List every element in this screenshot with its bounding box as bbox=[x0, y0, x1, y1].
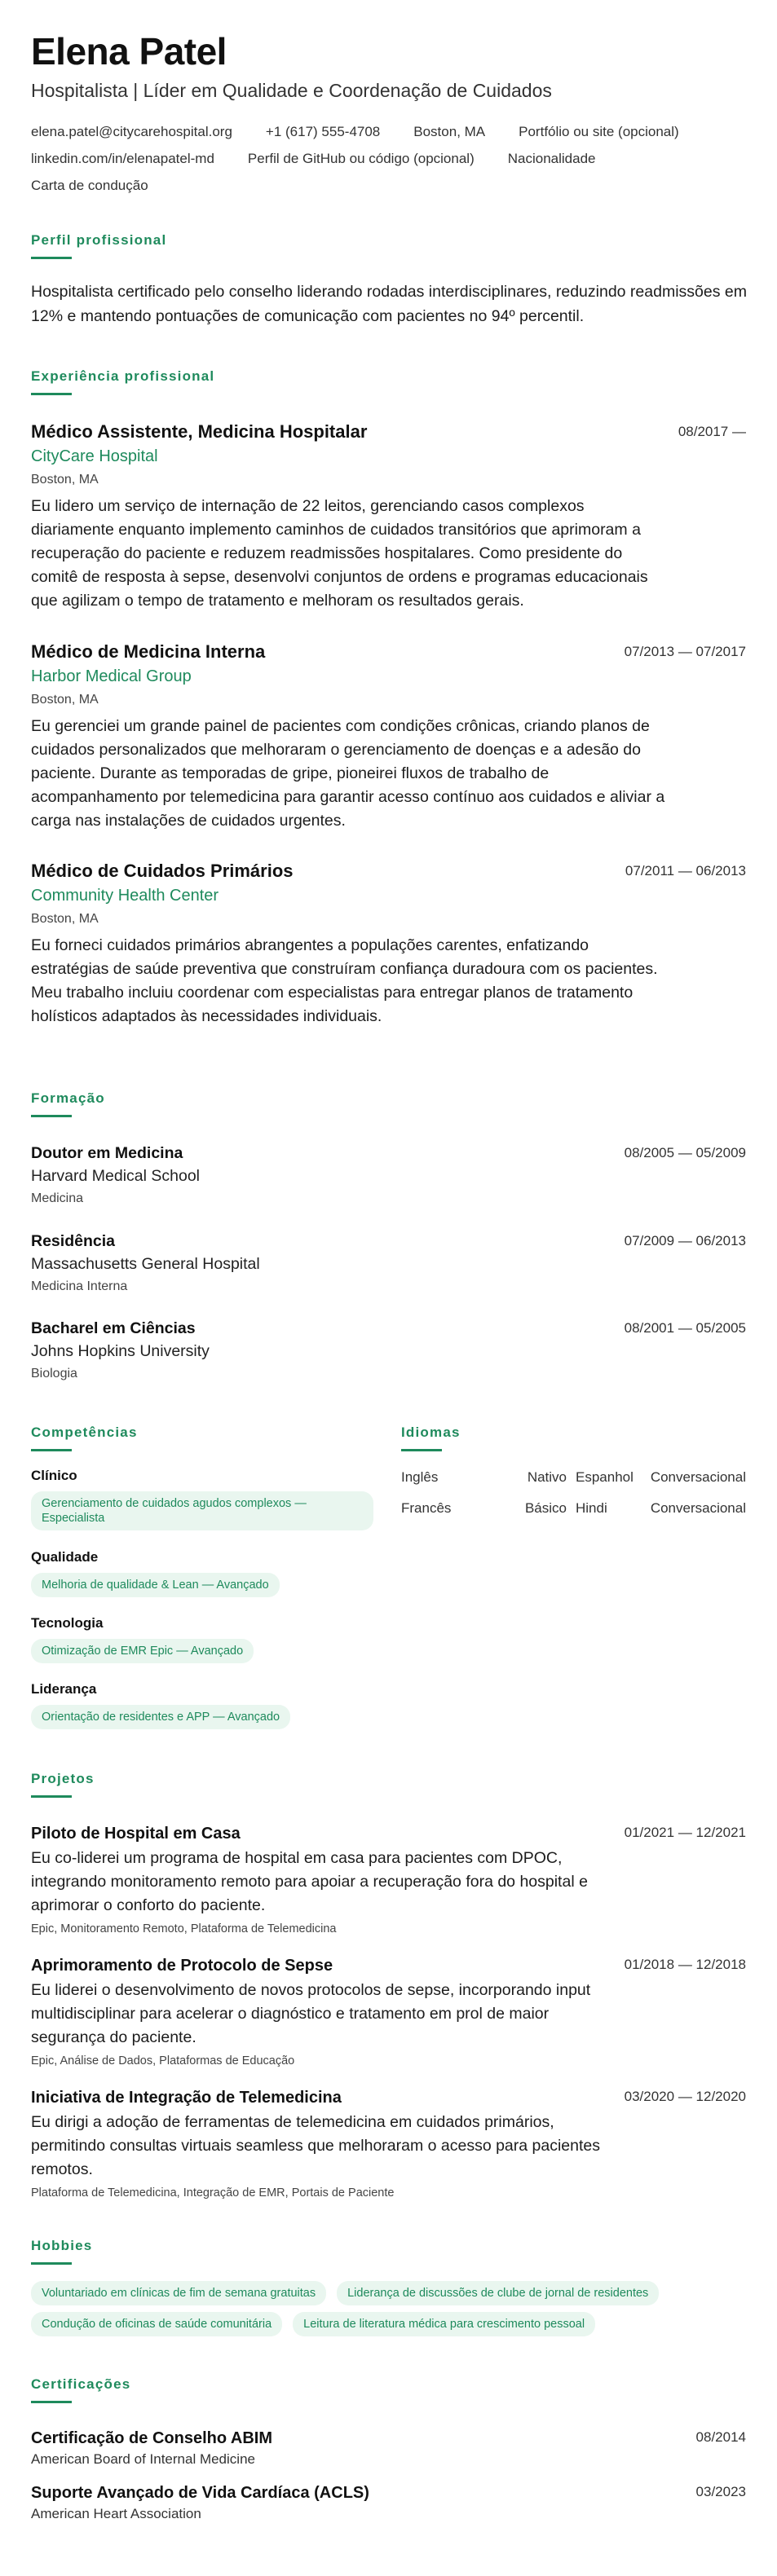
experience-item bbox=[31, 421, 746, 613]
education-field: Medicina Interna bbox=[31, 1279, 128, 1293]
education-item bbox=[31, 1231, 746, 1295]
language-level: Conversacional bbox=[650, 1500, 746, 1516]
hobby-chip-list bbox=[31, 2281, 746, 2336]
education-degree: Doutor em Medicina bbox=[31, 1144, 183, 1162]
hobby-chip: Leitura de literatura médica para crescimento pessoal bbox=[293, 2312, 595, 2336]
language-level: Nativo bbox=[527, 1469, 567, 1485]
resume-header bbox=[31, 29, 746, 193]
certification-item bbox=[31, 2482, 746, 2522]
contact-driving-license: Carta de condução bbox=[31, 178, 148, 193]
language-name: Espanhol bbox=[576, 1469, 634, 1485]
hobbies-heading: Hobbies bbox=[31, 2238, 93, 2253]
education-section bbox=[31, 1090, 105, 1117]
skill-group bbox=[31, 1615, 254, 1663]
certifications-heading: Certificações bbox=[31, 2376, 131, 2392]
certification-issuer: American Heart Association bbox=[31, 2506, 201, 2521]
projects-heading: Projetos bbox=[31, 1771, 95, 1786]
experience-heading: Experiência profissional bbox=[31, 368, 215, 384]
project-description: Eu co-liderei um programa de hospital em casa para pacientes com DPOC, integrando monitoramento remoto para apoiar a recuperação fora do hospital e aprimorar o conforto do paciente. bbox=[31, 1849, 588, 1914]
summary-heading-rule bbox=[31, 257, 72, 259]
project-dates: 03/2020 — 12/2020 bbox=[624, 2089, 746, 2104]
language-level: Básico bbox=[524, 1500, 567, 1516]
education-dates: 08/2005 — 05/2009 bbox=[624, 1145, 746, 1160]
summary-text: Hospitalista certificado pelo conselho liderando rodadas interdisciplinares, reduzindo readmissões em 12% e mantendo pontuações de comunicação com pacientes no 94º percentil. bbox=[31, 283, 747, 325]
experience-item bbox=[31, 641, 746, 833]
certification-name: Suporte Avançado de Vida Cardíaca (ACLS) bbox=[31, 2484, 369, 2502]
language-name: Inglês bbox=[401, 1469, 439, 1485]
project-technologies: Plataforma de Telemedicina, Integração de EMR, Portais de Paciente bbox=[31, 2186, 395, 2200]
skill-category: Tecnologia bbox=[31, 1615, 104, 1631]
contact-nationality: Nacionalidade bbox=[507, 151, 596, 166]
education-field: Biologia bbox=[31, 1367, 77, 1380]
projects-heading-rule bbox=[31, 1795, 72, 1798]
hobby-chip: Voluntariado em clínicas de fim de semana gratuitas bbox=[31, 2281, 326, 2305]
education-degree: Residência bbox=[31, 1232, 115, 1250]
project-technologies: Epic, Análise de Dados, Plataformas de Educação bbox=[31, 2054, 295, 2067]
experience-organization: Harbor Medical Group bbox=[31, 667, 192, 685]
skill-chip: Orientação de residentes e APP — Avançado bbox=[31, 1705, 290, 1729]
certification-date: 08/2014 bbox=[695, 2429, 746, 2445]
skills-heading: Competências bbox=[31, 1425, 138, 1440]
experience-location: Boston, MA bbox=[31, 473, 99, 487]
hobby-chip: Liderança de discussões de clube de jornal de residentes bbox=[337, 2281, 659, 2305]
contact-portfolio[interactable]: Portfólio ou site (opcional) bbox=[519, 124, 679, 139]
language-name: Hindi bbox=[576, 1500, 607, 1516]
skill-chip: Gerenciamento de cuidados agudos complexos — Especialista bbox=[31, 1491, 373, 1530]
skill-group bbox=[31, 1549, 280, 1597]
experience-role: Médico de Medicina Interna bbox=[31, 641, 266, 662]
contact-phone[interactable]: +1 (617) 555-4708 bbox=[265, 124, 381, 139]
experience-role: Médico Assistente, Medicina Hospitalar bbox=[31, 421, 368, 442]
education-heading-rule bbox=[31, 1115, 72, 1117]
summary-heading: Perfil profissional bbox=[31, 232, 167, 248]
experience-location: Boston, MA bbox=[31, 912, 99, 926]
language-name: Francês bbox=[401, 1500, 452, 1516]
project-description: Eu dirigi a adoção de ferramentas de telemedicina em cuidados primários, permitindo consultas virtuais seamless que melhoraram o acesso para pacientes remotos. bbox=[31, 2113, 601, 2178]
hobby-chip: Condução de oficinas de saúde comunitária bbox=[31, 2312, 282, 2336]
education-heading: Formação bbox=[31, 1090, 105, 1106]
candidate-headline: Hospitalista | Líder em Qualidade e Coordenação de Cuidados bbox=[31, 80, 552, 101]
certification-date: 03/2023 bbox=[695, 2484, 746, 2499]
languages-section bbox=[401, 1425, 461, 1451]
certification-item bbox=[31, 2428, 746, 2468]
education-institution: Massachusetts General Hospital bbox=[31, 1255, 260, 1273]
skill-group bbox=[31, 1468, 373, 1530]
experience-section bbox=[31, 368, 746, 395]
project-technologies: Epic, Monitoramento Remoto, Plataforma de Telemedicina bbox=[31, 1922, 337, 1935]
skill-chip: Melhoria de qualidade & Lean — Avançado bbox=[31, 1573, 280, 1597]
skills-section bbox=[31, 1425, 138, 1451]
education-institution: Johns Hopkins University bbox=[31, 1342, 210, 1360]
skill-category: Liderança bbox=[31, 1681, 97, 1697]
contact-linkedin[interactable]: linkedin.com/in/elenapatel-md bbox=[31, 151, 214, 166]
certifications-heading-rule bbox=[31, 2401, 72, 2403]
contact-github[interactable]: Perfil de GitHub ou código (opcional) bbox=[247, 151, 475, 166]
projects-section bbox=[31, 1771, 95, 1798]
experience-item bbox=[31, 860, 746, 1028]
contact-list bbox=[31, 124, 732, 193]
project-name: Aprimoramento de Protocolo de Sepse bbox=[31, 1957, 333, 1975]
languages-heading-rule bbox=[401, 1449, 442, 1451]
project-description: Eu liderei o desenvolvimento de novos protocolos de sepse, incorporando input multidisciplinar para acelerar o diagnóstico e tratamento em prol de maior segurança do paciente. bbox=[31, 1981, 591, 2046]
project-item bbox=[31, 1955, 746, 2068]
skill-group bbox=[31, 1681, 290, 1729]
certification-name: Certificação de Conselho ABIM bbox=[31, 2429, 272, 2447]
skill-category: Clínico bbox=[31, 1468, 77, 1483]
experience-role: Médico de Cuidados Primários bbox=[31, 861, 294, 881]
project-item bbox=[31, 1823, 746, 1936]
project-dates: 01/2021 — 12/2021 bbox=[624, 1825, 746, 1840]
education-field: Medicina bbox=[31, 1191, 84, 1205]
candidate-name: Elena Patel bbox=[31, 30, 227, 73]
education-dates: 08/2001 — 05/2005 bbox=[624, 1320, 746, 1336]
project-name: Piloto de Hospital em Casa bbox=[31, 1825, 241, 1843]
education-item bbox=[31, 1143, 746, 1207]
skills-heading-rule bbox=[31, 1449, 72, 1451]
hobbies-section bbox=[31, 2238, 92, 2265]
experience-heading-rule bbox=[31, 393, 72, 395]
skill-chip: Otimização de EMR Epic — Avançado bbox=[31, 1639, 254, 1663]
experience-dates: 08/2017 — bbox=[678, 424, 746, 439]
project-dates: 01/2018 — 12/2018 bbox=[624, 1957, 746, 1972]
certifications-section bbox=[31, 2376, 130, 2403]
experience-organization: Community Health Center bbox=[31, 887, 219, 905]
project-item bbox=[31, 2087, 746, 2200]
project-name: Iniciativa de Integração de Telemedicina bbox=[31, 2089, 342, 2107]
education-institution: Harvard Medical School bbox=[31, 1167, 201, 1185]
education-degree: Bacharel em Ciências bbox=[31, 1319, 196, 1337]
skill-category: Qualidade bbox=[31, 1549, 99, 1565]
experience-description: Eu gerenciei um grande painel de pacientes com condições crônicas, criando planos de cuidados personalizados que melhoraram o gerenciamento de doenças e a adesão do paciente. Durante as temporadas de gripe, pioneirei fluxos de trabalho de acompanhamento por telemedicina para garantir acesso contínuo aos cuidados e aliviar a carga nas instalações de cuidados urgentes. bbox=[31, 717, 665, 830]
contact-email[interactable]: elena.patel@citycarehospital.org bbox=[31, 124, 232, 139]
education-dates: 07/2009 — 06/2013 bbox=[624, 1233, 746, 1248]
contact-location: Boston, MA bbox=[413, 124, 486, 139]
experience-description: Eu forneci cuidados primários abrangentes a populações carentes, enfatizando estratégias de saúde preventiva que construíram confiança duradoura com os pacientes. Meu trabalho incluiu coordenar com especialistas para entregar planos de tratamento holísticos adaptados às necessidades individuais. bbox=[31, 936, 658, 1025]
languages-heading: Idiomas bbox=[401, 1425, 461, 1440]
certification-issuer: American Board of Internal Medicine bbox=[31, 2451, 255, 2467]
summary-section bbox=[31, 232, 748, 328]
experience-organization: CityCare Hospital bbox=[31, 447, 158, 465]
experience-location: Boston, MA bbox=[31, 693, 99, 707]
experience-dates: 07/2011 — 06/2013 bbox=[625, 863, 746, 878]
education-item bbox=[31, 1319, 746, 1382]
hobbies-heading-rule bbox=[31, 2262, 72, 2265]
language-level: Conversacional bbox=[650, 1469, 746, 1485]
experience-dates: 07/2013 — 07/2017 bbox=[624, 644, 746, 659]
experience-description: Eu lidero um serviço de internação de 22 leitos, gerenciando casos complexos diariamente enquanto implemento caminhos de cuidados transitórios que aprimoram a recuperação do paciente e reduzem readmissões hospitalares. Como presidente do comitê de resposta à sepse, desenvolvi conjuntos de ordens e programas educacionais que agilizam o tempo de tratamento e melhoram os resultados gerais. bbox=[31, 497, 648, 610]
